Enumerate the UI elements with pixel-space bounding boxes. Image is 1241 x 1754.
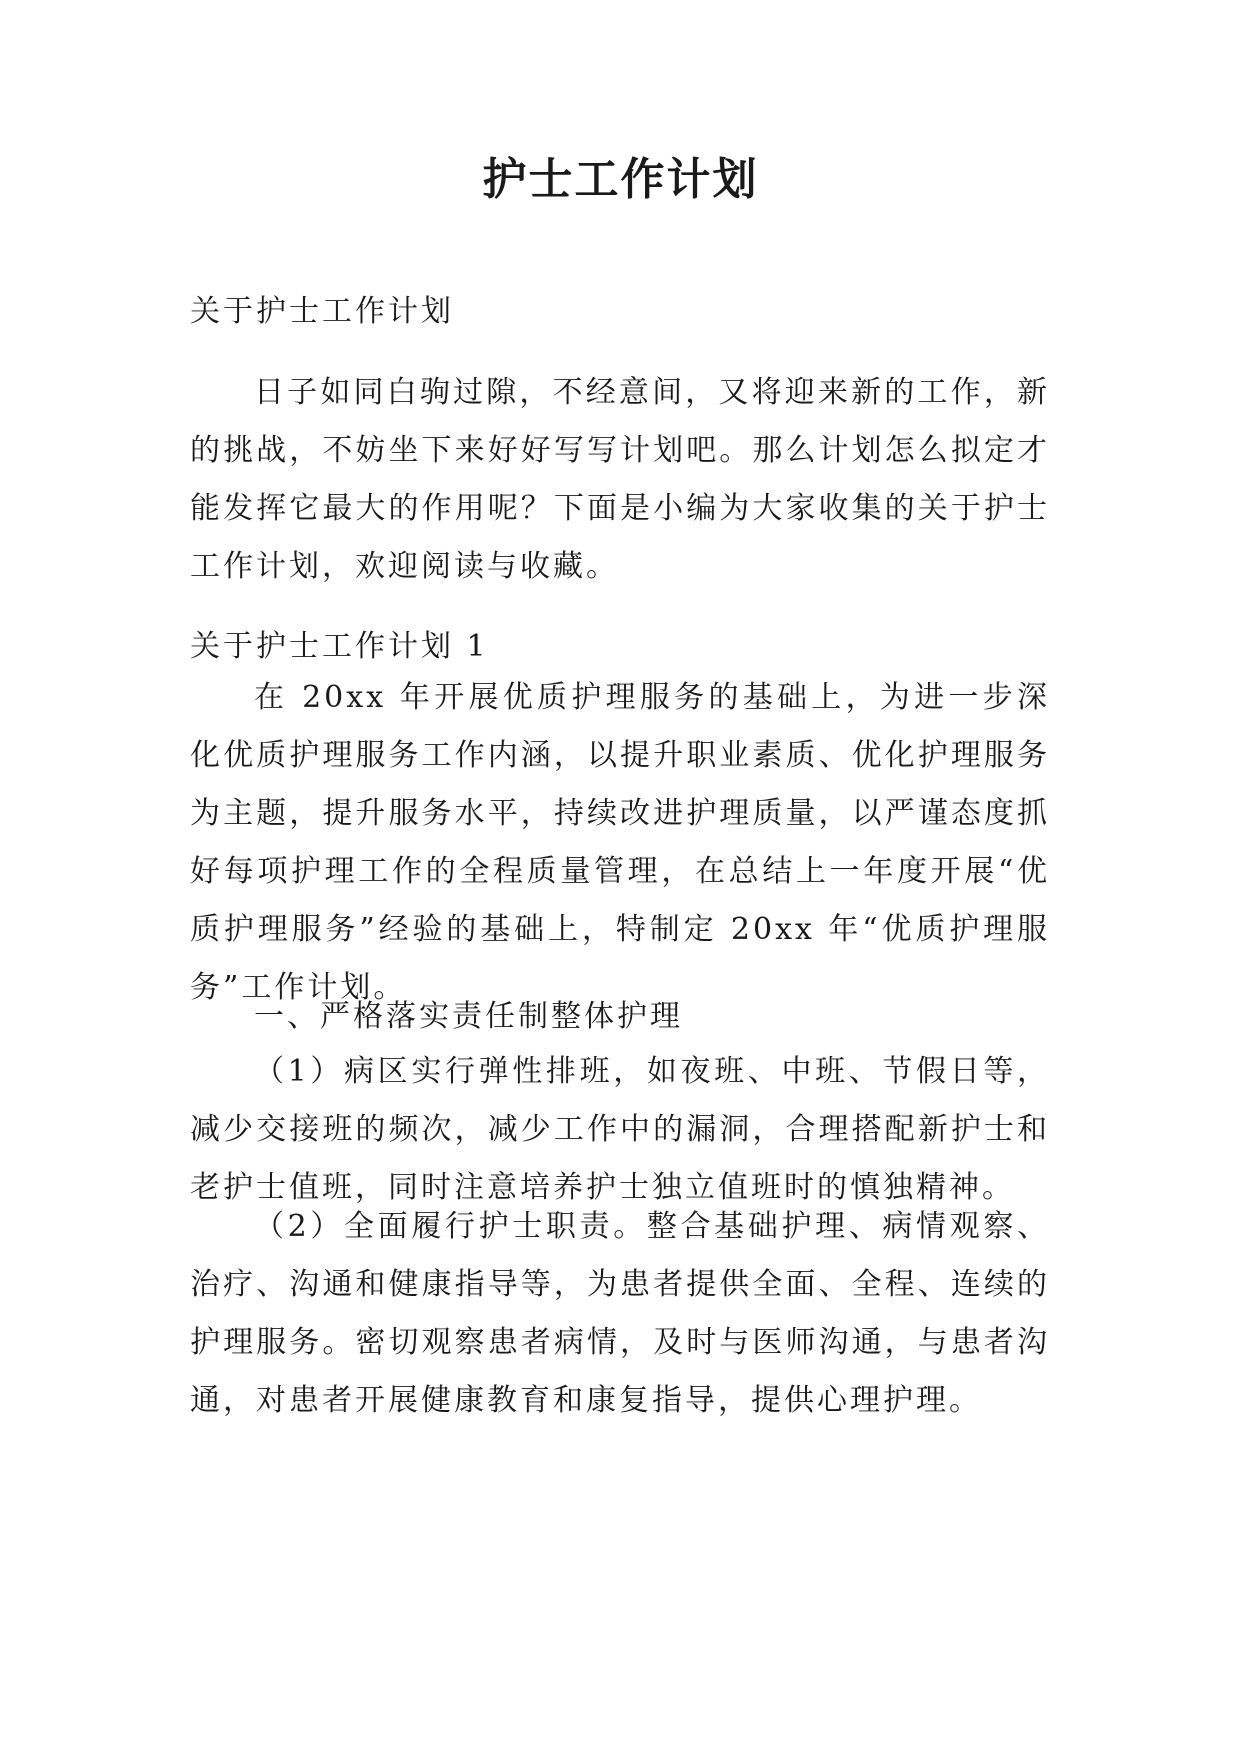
document-title: 护士工作计划 bbox=[482, 154, 759, 205]
document-subtitle: 关于护士工作计划 bbox=[190, 294, 454, 329]
section-title: 关于护士工作计划 1 bbox=[190, 629, 489, 664]
intro-paragraph: 日子如同白驹过隙，不经意间，又将迎来新的工作，新的挑战，不妨坐下来好好写写计划吧。那么计划怎么拟定才能发挥它最大的作用呢？下面是小编为大家收集的关于护士工作计划，欢迎阅读与收藏。 bbox=[190, 375, 1050, 584]
item-1-paragraph: （1）病区实行弹性排班，如夜班、中班、节假日等，减少交接班的频次，减少工作中的漏洞，合理搭配新护士和老护士值班，同时注意培养护士独立值班时的慎独精神。 bbox=[190, 1054, 1050, 1205]
section-intro-paragraph: 在 20xx 年开展优质护理服务的基础上，为进一步深化优质护理服务工作内涵，以提升职业素质、优化护理服务为主题，提升服务水平，持续改进护理质量，以严谨态度抓好每项护理工作的全程质量管理，在总结上一年度开展“优质护理服务”经验的基础上，特制定 20xx 年“优质护理服务”工作计划。 bbox=[190, 680, 1050, 1005]
heading-responsibility: 一、严格落实责任制整体护理 bbox=[254, 999, 683, 1034]
item-2-paragraph: （2）全面履行护士职责。整合基础护理、病情观察、治疗、沟通和健康指导等，为患者提供全面、全程、连续的护理服务。密切观察患者病情，及时与医师沟通，与患者沟通，对患者开展健康教育和康复指导，提供心理护理。 bbox=[190, 1209, 1050, 1418]
